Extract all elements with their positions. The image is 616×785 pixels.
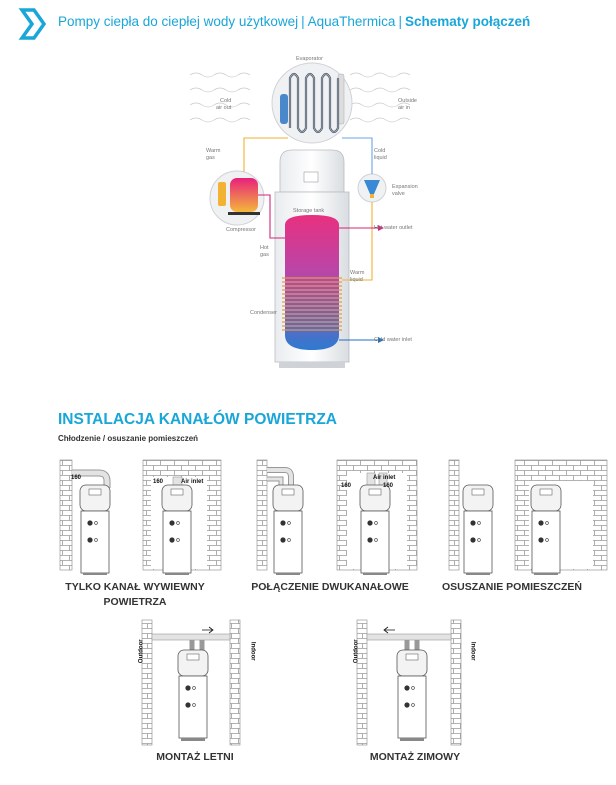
section-subtitle: Chłodzenie / osuszanie pomieszczeń <box>58 434 199 443</box>
caption-dehumidify: OSUSZANIE POMIESZCZEŃ <box>441 581 582 593</box>
dim-160: 160 <box>71 475 82 481</box>
air-inlet-label: Air inlet <box>373 475 396 481</box>
compressor-body <box>230 178 258 212</box>
label-cold-water-inlet: Cold water inlet <box>374 337 412 343</box>
label-expansion-valve: Expansion valve <box>392 184 418 197</box>
label-cold-air-out: Cold air out <box>216 98 232 111</box>
caption-winter: MONTAŻ ZIMOWY <box>369 751 461 763</box>
diagram-dehumidify <box>447 455 612 575</box>
caption-exhaust-only: TYLKO KANAŁ WYWIEWNY POWIETRZA <box>65 581 205 608</box>
chevron-right-icon <box>18 8 48 40</box>
unit-top <box>280 150 344 192</box>
label-cold-liquid: Cold liquid <box>374 148 387 161</box>
caption-summer: MONTAŻ LETNI <box>156 751 234 763</box>
heat-pump-schematic <box>180 50 440 390</box>
indoor-label: Indoor <box>469 641 476 661</box>
page-title: Pompy ciepła do ciepłej wody użytkowej | AquaThermica | Schematy połączeń <box>58 14 531 29</box>
label-condenser: Condenser <box>250 310 277 316</box>
diagram-exhaust-only <box>55 455 225 575</box>
diagram-winter <box>355 618 475 748</box>
label-warm-gas: Warm gas <box>206 148 221 161</box>
label-compressor: Compressor <box>226 227 256 233</box>
diagram-summer <box>140 618 260 748</box>
indoor-label: Indoor <box>249 641 256 661</box>
outdoor-label: Outdoor <box>353 639 360 664</box>
page-header <box>0 0 616 44</box>
label-warm-liquid: Warm liquid <box>350 270 365 283</box>
air-inlet-label: Air inlet <box>181 479 204 485</box>
label-outdoor-air-in: Outside air in <box>398 98 417 111</box>
label-storage-tank: Storage tank <box>293 208 325 214</box>
label-hot-water-outlet: Hot water outlet <box>374 225 413 231</box>
section-title: INSTALACJA KANAŁÓW POWIETRZA <box>58 411 337 428</box>
caption-dual-duct: POŁĄCZENIE DWUKANAŁOWE <box>251 581 409 593</box>
dim-160: 160 <box>383 483 394 489</box>
outdoor-label: Outdoor <box>138 639 145 664</box>
diagram-dual-duct <box>255 455 425 575</box>
label-hot-gas: Hot gas <box>260 245 269 258</box>
dim-160: 160 <box>341 483 352 489</box>
label-evaporator: Evaporator <box>296 56 323 62</box>
dim-160: 160 <box>153 479 164 485</box>
